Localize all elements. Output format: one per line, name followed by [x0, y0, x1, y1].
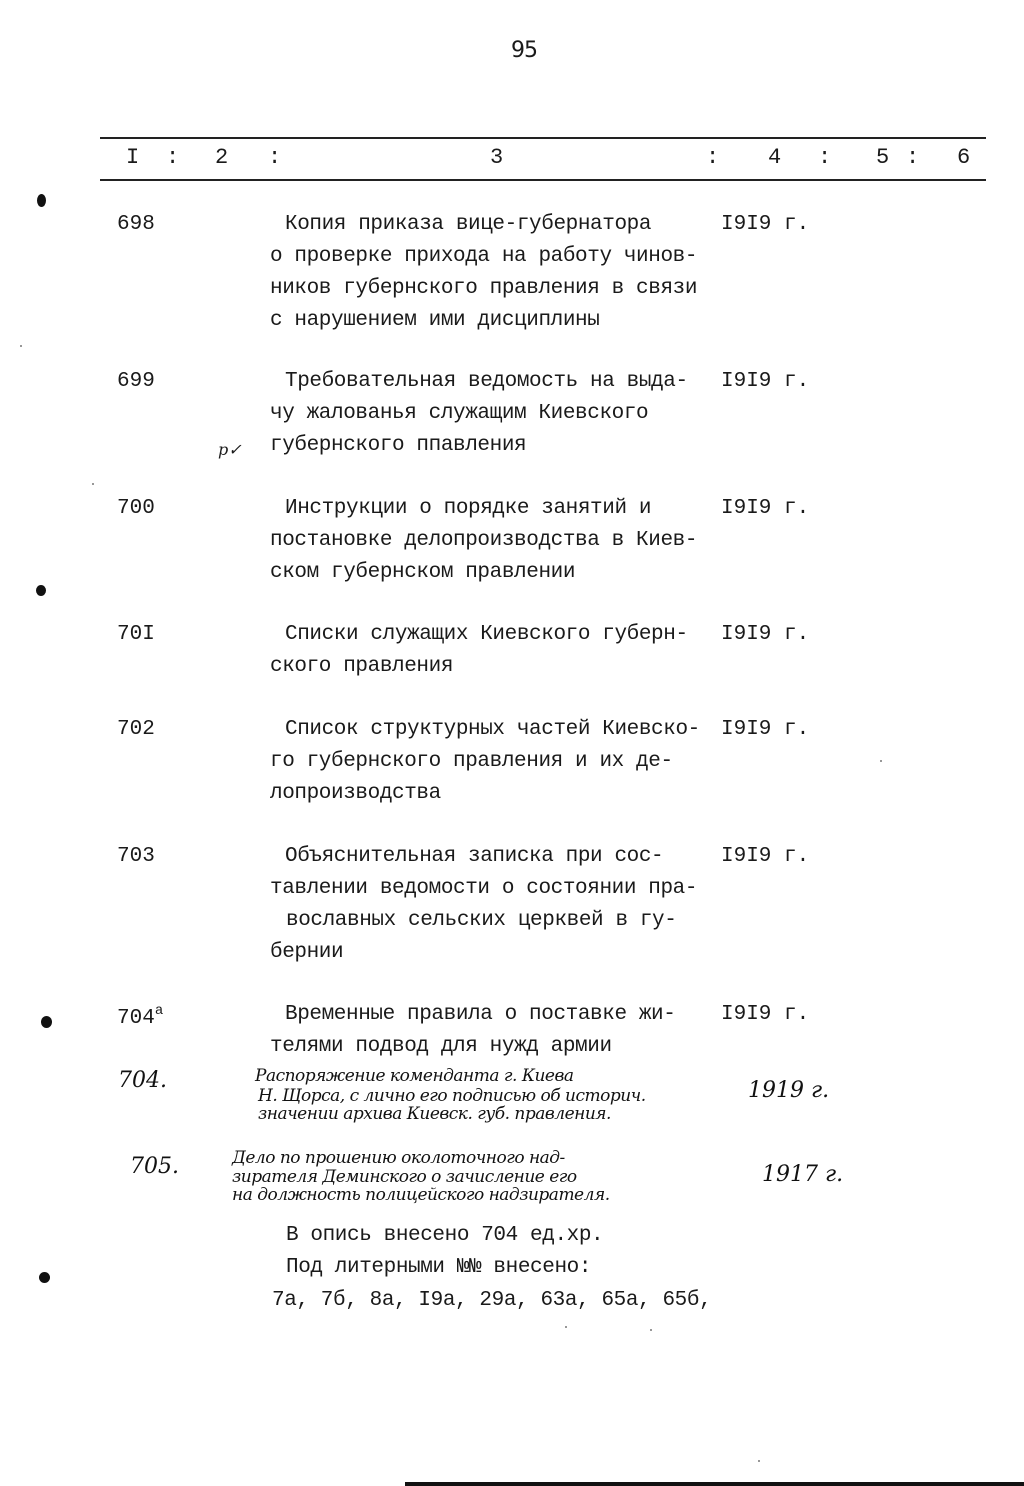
entry-text-line: Списки служащих Киевского губерн-: [285, 623, 688, 646]
col-separator: :: [906, 145, 920, 170]
entry-date: I9I9 г.: [721, 370, 810, 393]
header-rule-top: [100, 137, 986, 139]
handwritten-text-line: зирателя Деминского о зачисление его: [232, 1167, 577, 1187]
entry-text-line: Инструкции о порядке занятий и: [285, 497, 652, 520]
entry-text-line: тавлении ведомости о состоянии пра-: [270, 877, 698, 900]
entry-date: I9I9 г.: [721, 1003, 810, 1026]
handwritten-entry-number: 704.: [118, 1068, 167, 1093]
scan-speck: [92, 483, 94, 485]
margin-checkmark: р✓: [218, 440, 242, 459]
scan-speck: [20, 345, 22, 347]
entry-text-line: бернии: [270, 941, 344, 964]
handwritten-text-line: Н. Щорса, с лично его подписью об историч.: [258, 1086, 646, 1106]
punch-hole-mark: [41, 1016, 52, 1028]
handwritten-text-line: значении архива Киевск. губ. правления.: [258, 1104, 611, 1124]
entry-text-line: ников губернского правления в связи: [270, 277, 698, 300]
entry-letter-suffix: а: [154, 1003, 164, 1019]
header-rule-bottom: [100, 179, 986, 181]
entry-text-line: ского правления: [270, 655, 454, 678]
entry-date: I9I9 г.: [721, 845, 810, 868]
entry-text-line: с нарушением ими дисциплины: [270, 309, 600, 332]
entry-number: 70I: [117, 623, 155, 646]
entry-text-line: ском губернском правлении: [270, 561, 576, 584]
entry-text-line: Объяснительная записка при сос-: [285, 845, 664, 868]
entry-text-line: Требовательная ведомость на выда-: [285, 370, 688, 393]
summary-total: В опись внесено 704 ед.хр.: [286, 1224, 604, 1247]
entry-number: 700: [117, 497, 155, 520]
entry-text-line: чу жалованья служащим Киевского: [270, 402, 649, 425]
col-header-5: 5: [876, 145, 890, 170]
entry-number-value: 704: [117, 1007, 155, 1030]
col-separator: :: [166, 145, 180, 170]
entry-number: 703: [117, 845, 155, 868]
entry-date: I9I9 г.: [721, 497, 810, 520]
entry-number: 698: [117, 213, 155, 236]
entry-text-line: Копия приказа вице-губернатора: [285, 213, 652, 236]
handwritten-entry-number: 705.: [130, 1154, 179, 1179]
entry-date: I9I9 г.: [721, 623, 810, 646]
punch-hole-mark: [39, 1272, 50, 1283]
punch-hole-mark: [36, 585, 46, 596]
col-separator: :: [268, 145, 282, 170]
entry-text-line: Временные правила о поставке жи-: [285, 1003, 676, 1026]
scan-speck: [565, 1326, 567, 1328]
col-header-2: 2: [215, 145, 229, 170]
entry-text-line: телями подвод для нужд армии: [270, 1035, 612, 1058]
handwritten-text-line: на должность полицейского надзирателя.: [232, 1185, 610, 1205]
entry-text-line: Список структурных частей Киевско-: [285, 718, 700, 741]
handwritten-date: 1917 г.: [762, 1162, 844, 1187]
col-header-1: I: [126, 145, 140, 170]
entry-number: 702: [117, 718, 155, 741]
col-header-3: 3: [490, 145, 504, 170]
handwritten-date: 1919 г.: [748, 1078, 830, 1103]
entry-text-line: о проверке прихода на работу чинов-: [270, 245, 698, 268]
scan-edge-bar: [405, 1482, 1024, 1486]
col-header-6: 6: [957, 145, 971, 170]
entry-text-line: губернского ппавления: [270, 434, 527, 457]
summary-literal-list: 7а, 7б, 8а, I9а, 29а, 63а, 65а, 65б,: [272, 1289, 712, 1312]
entry-date: I9I9 г.: [721, 213, 810, 236]
handwritten-text-line: Распоряжение коменданта г. Киева: [255, 1066, 574, 1086]
handwritten-text-line: Дело по прошению околоточного над-: [232, 1148, 565, 1168]
entry-text-line: постановке делопроизводства в Киев-: [270, 529, 698, 552]
entry-text-line: лопроизводства: [270, 782, 441, 805]
scan-speck: [880, 760, 882, 762]
entry-text-line: вославных сельских церквей в гу-: [286, 909, 677, 932]
col-separator: :: [818, 145, 832, 170]
scan-speck: [650, 1329, 652, 1331]
entry-number: [117, 1003, 163, 1030]
col-separator: :: [706, 145, 720, 170]
col-header-4: 4: [768, 145, 782, 170]
summary-literal-heading: Под литерными №№ внесено:: [286, 1256, 592, 1279]
entry-date: I9I9 г.: [721, 718, 810, 741]
punch-hole-mark: [37, 194, 46, 207]
entry-text-line: го губернского правления и их де-: [270, 750, 673, 773]
page-number: 95: [511, 38, 537, 63]
scan-speck: [758, 1460, 760, 1462]
entry-number: 699: [117, 370, 155, 393]
